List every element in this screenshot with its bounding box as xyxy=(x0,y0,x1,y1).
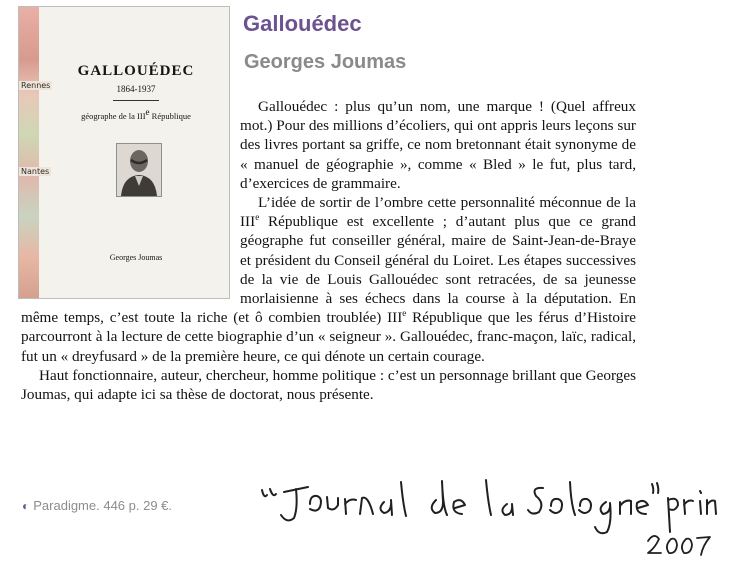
article-body xyxy=(21,97,636,404)
article-paragraph: Gallouédec : plus qu’un nom, une marque ! (Quel affreux mot.) Pour des millions d’écoliers, qui ont appris leurs leçons sur des livres portant sa griffe, ce nom bretonnant était synonyme de « manuel de géographie », comme « Bled » le fut, plus tard, d’exercices de grammaire. xyxy=(240,98,636,192)
publisher-bullet-icon: ◐ xyxy=(22,499,30,513)
handwritten-note-text: "Journal de la Sologne" printemps 2007 xyxy=(250,468,266,469)
map-label-rennes: Rennes xyxy=(21,81,51,90)
article-paragraph: L’idée de sortir de l’ombre cette personnalité méconnue de la IIIe République est excellente ; d’autant plus que ce grand géographe fut conseiller général, maire de Saint-Jean-de-Braye et président du Conseil général du Loiret. Les étapes successives de la vie de Louis Gallouédec sont retracées, de sa jeunesse morlaisienne à ses échecs dans la course à la députation. En même temps, c’est toute la riche (et ô combien troublée) IIIe République que les férus d’Histoire parcourront à la lecture de cette biographie d’un « seigneur ». Gallouédec, franc-maçon, laïc, radical, fut un « dreyfusard » de la première heure, ce qui dénote un certain courage. xyxy=(21,194,636,365)
publisher-line xyxy=(22,498,172,513)
map-label-nantes: Nantes xyxy=(21,167,50,176)
publisher-text: Paradigme. 446 p. 29 €. xyxy=(33,498,173,513)
article-headline: Gallouédec xyxy=(243,11,362,36)
cover-dates: 1864-1937 xyxy=(116,84,156,94)
cover-title: GALLOUÉDEC xyxy=(77,63,195,79)
handwritten-note xyxy=(250,468,720,563)
cover-subtitle: géographe de la IIIe République xyxy=(81,107,191,121)
cover-author: Georges Joumas xyxy=(109,253,163,262)
article-byline: Georges Joumas xyxy=(244,51,407,73)
cover-wrap-space xyxy=(21,97,240,302)
article-paragraph: Haut fonctionnaire, auteur, chercheur, homme politique : c’est un personnage brillant que Georges Joumas, qui adapte ici sa thèse de doctorat, nous présente. xyxy=(21,366,636,404)
